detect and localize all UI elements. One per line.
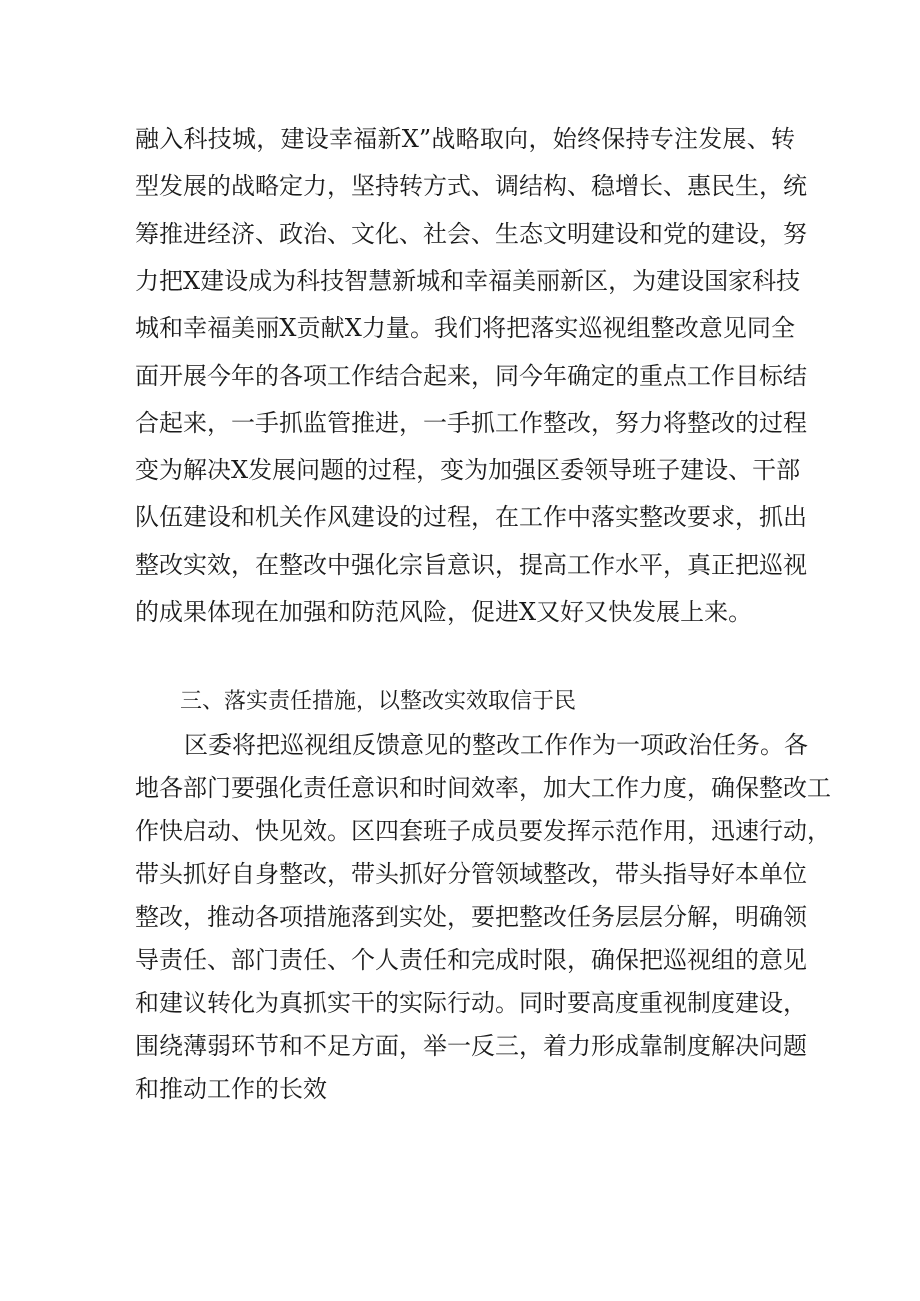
body-text-line: 作快启动、快见效。区四套班子成员要发挥示范作用，迅速行动， xyxy=(135,817,831,845)
body-text-line: 整改实效，在整改中强化宗旨意识，提高工作水平，真正把巡视 xyxy=(135,551,807,579)
body-text-line: 区委将把巡视组反馈意见的整改工作作为一项政治任务。各 xyxy=(184,731,808,759)
body-text-line: 和建议转化为真抓实干的实际行动。同时要高度重视制度建设， xyxy=(135,989,807,1017)
body-text-line: 的成果体现在加强和防范风险，促进X又好又快发展上来。 xyxy=(135,598,753,626)
body-text-line: 导责任、部门责任、个人责任和完成时限，确保把巡视组的意见 xyxy=(135,946,807,974)
body-text-line: 面开展今年的各项工作结合起来，同今年确定的重点工作目标结 xyxy=(135,362,807,390)
body-text-line: 合起来，一手抓监管推进，一手抓工作整改，努力将整改的过程 xyxy=(135,409,807,437)
body-text-line: 城和幸福美丽X贡献X力量。我们将把落实巡视组整改意见同全 xyxy=(135,314,795,342)
body-text-line: 型发展的战略定力，坚持转方式、调结构、稳增长、惠民生，统 xyxy=(135,172,807,200)
body-text-line: 力把X建设成为科技智慧新城和幸福美丽新区，为建设国家科技 xyxy=(135,267,801,295)
body-text-line: 整改，推动各项措施落到实处，要把整改任务层层分解，明确领 xyxy=(135,903,807,931)
section-heading: 三、落实责任措施，以整改实效取信于民 xyxy=(180,689,577,714)
body-text-line: 带头抓好自身整改，带头抓好分管领域整改，带头指导好本单位 xyxy=(135,860,807,888)
body-text-line: 融入科技城，建设幸福新X”战略取向，始终保持专注发展、转 xyxy=(135,125,795,153)
body-text-line: 变为解决X发展问题的过程，变为加强区委领导班子建设、干部 xyxy=(135,456,801,484)
body-text-line: 和推动工作的长效 xyxy=(135,1075,327,1103)
body-text-line: 筹推进经济、政治、文化、社会、生态文明建设和党的建设，努 xyxy=(135,220,807,248)
body-text-line: 队伍建设和机关作风建设的过程，在工作中落实整改要求，抓出 xyxy=(135,503,807,531)
body-text-line: 围绕薄弱环节和不足方面，举一反三，着力形成靠制度解决问题 xyxy=(135,1032,807,1060)
body-text-line: 地各部门要强化责任意识和时间效率，加大工作力度，确保整改工 xyxy=(135,774,831,802)
